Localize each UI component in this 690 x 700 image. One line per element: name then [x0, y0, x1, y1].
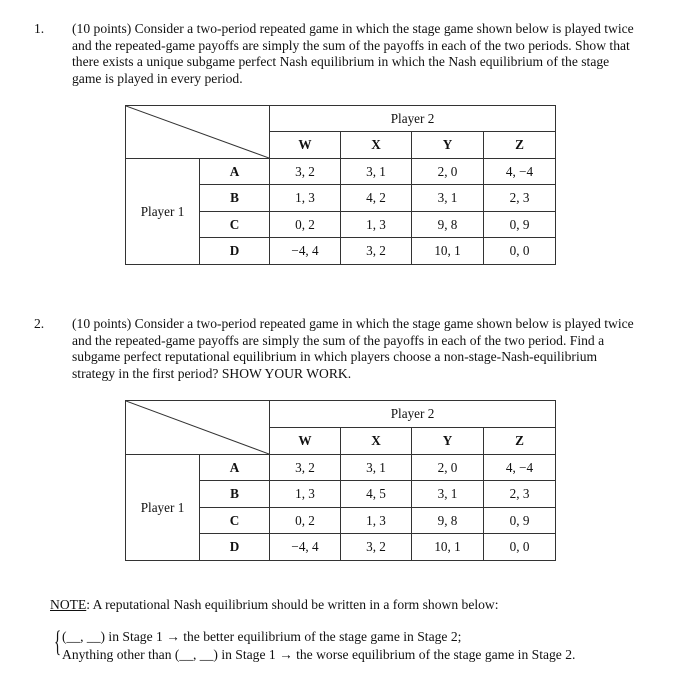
- table-1-cell: 4, −4: [484, 159, 556, 185]
- table-1-cell: −4, 4: [270, 238, 341, 265]
- table-1-row-c: C: [200, 212, 270, 238]
- table-2-cell: 3, 2: [270, 455, 341, 481]
- diagonal-line: [126, 106, 269, 158]
- table-2-row-a: A: [200, 455, 270, 481]
- table-2-cell: 3, 2: [341, 534, 412, 561]
- diagonal-line: [126, 401, 269, 454]
- table-1-row-b: B: [200, 185, 270, 212]
- table-1-col-z: Z: [484, 132, 556, 159]
- table-2-row-b: B: [200, 481, 270, 508]
- table-2-cell: 9, 8: [412, 508, 484, 534]
- table-1-cell: 3, 2: [341, 238, 412, 265]
- table-2-cell: 1, 3: [341, 508, 412, 534]
- question-1-text: (10 points) Consider a two-period repeated game in which the stage game shown below is played twice and the repeated-game payoffs are simply the sum of the payoffs in each of the two periods. Show that there exists a unique subgame perfect Nash equilibrium in which the Nash equilibrium of the stage game is played in every period.: [72, 21, 634, 86]
- table-2-cell: 2, 3: [484, 481, 556, 508]
- table-2-cell: −4, 4: [270, 534, 341, 561]
- table-1-cell: 2, 0: [412, 159, 484, 185]
- table-2-col-x: X: [341, 428, 412, 455]
- table-2-cell: 3, 1: [341, 455, 412, 481]
- table-2-player1-label: Player 1: [126, 455, 200, 561]
- question-1: [34, 21, 634, 87]
- note: [50, 597, 499, 613]
- table-1-cell: 0, 2: [270, 212, 341, 238]
- table-1-col-w: W: [270, 132, 341, 159]
- table-1-cell: 3, 1: [412, 185, 484, 212]
- table-2-cell: 1, 3: [270, 481, 341, 508]
- question-2-text: (10 points) Consider a two-period repeated game in which the stage game shown below is played twice and the repeated-game payoffs are simply the sum of the payoffs in each of the two period. Find a subgame perfect reputational equilibrium in which players choose a non-stage-Nash-equilibrium strategy in the first period? SHOW YOUR WORK.: [72, 316, 634, 381]
- table-1-cell: 2, 3: [484, 185, 556, 212]
- note-text: : A reputational Nash equilibrium should be written in a form shown below:: [86, 597, 499, 612]
- table-1-cell: 1, 3: [341, 212, 412, 238]
- table-1-cell: 9, 8: [412, 212, 484, 238]
- table-1-cell: 0, 9: [484, 212, 556, 238]
- table-2-cell: 4, 5: [341, 481, 412, 508]
- brace-icon: {: [54, 625, 62, 658]
- table-2-cell: 3, 1: [412, 481, 484, 508]
- question-2: [34, 316, 634, 382]
- table-1-player2-label: Player 2: [270, 106, 556, 132]
- table-1-col-y: Y: [412, 132, 484, 159]
- payoff-table-1: [125, 105, 556, 265]
- table-1-corner: [126, 106, 270, 159]
- table-1-row-d: D: [200, 238, 270, 265]
- table-2-cell: 0, 0: [484, 534, 556, 561]
- table-1-row-a: A: [200, 159, 270, 185]
- table-2-row-c: C: [200, 508, 270, 534]
- question-2-number: 2.: [34, 316, 45, 331]
- table-1-cell: 10, 1: [412, 238, 484, 265]
- table-2-cell: 4, −4: [484, 455, 556, 481]
- table-2-row-d: D: [200, 534, 270, 561]
- table-1-cell: 0, 0: [484, 238, 556, 265]
- table-1-col-x: X: [341, 132, 412, 159]
- table-1-cell: 1, 3: [270, 185, 341, 212]
- table-2-player2-label: Player 2: [270, 401, 556, 428]
- payoff-table-2: [125, 400, 556, 561]
- table-2-col-z: Z: [484, 428, 556, 455]
- table-2-cell: 0, 9: [484, 508, 556, 534]
- table-1-player1-label: Player 1: [126, 159, 200, 265]
- question-1-number: 1.: [34, 21, 45, 36]
- note-line-1: (__, __) in Stage 1 → the better equilibrium of the stage game in Stage 2;: [62, 629, 462, 644]
- table-2-col-w: W: [270, 428, 341, 455]
- note-line-2: Anything other than (__, __) in Stage 1 → the worse equilibrium of the stage game in Stage 2.: [62, 647, 576, 662]
- table-1-cell: 3, 2: [270, 159, 341, 185]
- table-1-cell: 3, 1: [341, 159, 412, 185]
- table-2-cell: 2, 0: [412, 455, 484, 481]
- table-1-cell: 4, 2: [341, 185, 412, 212]
- note-label: NOTE: [50, 597, 87, 612]
- table-2-col-y: Y: [412, 428, 484, 455]
- table-2-cell: 0, 2: [270, 508, 341, 534]
- table-2-corner: [126, 401, 270, 455]
- table-2-cell: 10, 1: [412, 534, 484, 561]
